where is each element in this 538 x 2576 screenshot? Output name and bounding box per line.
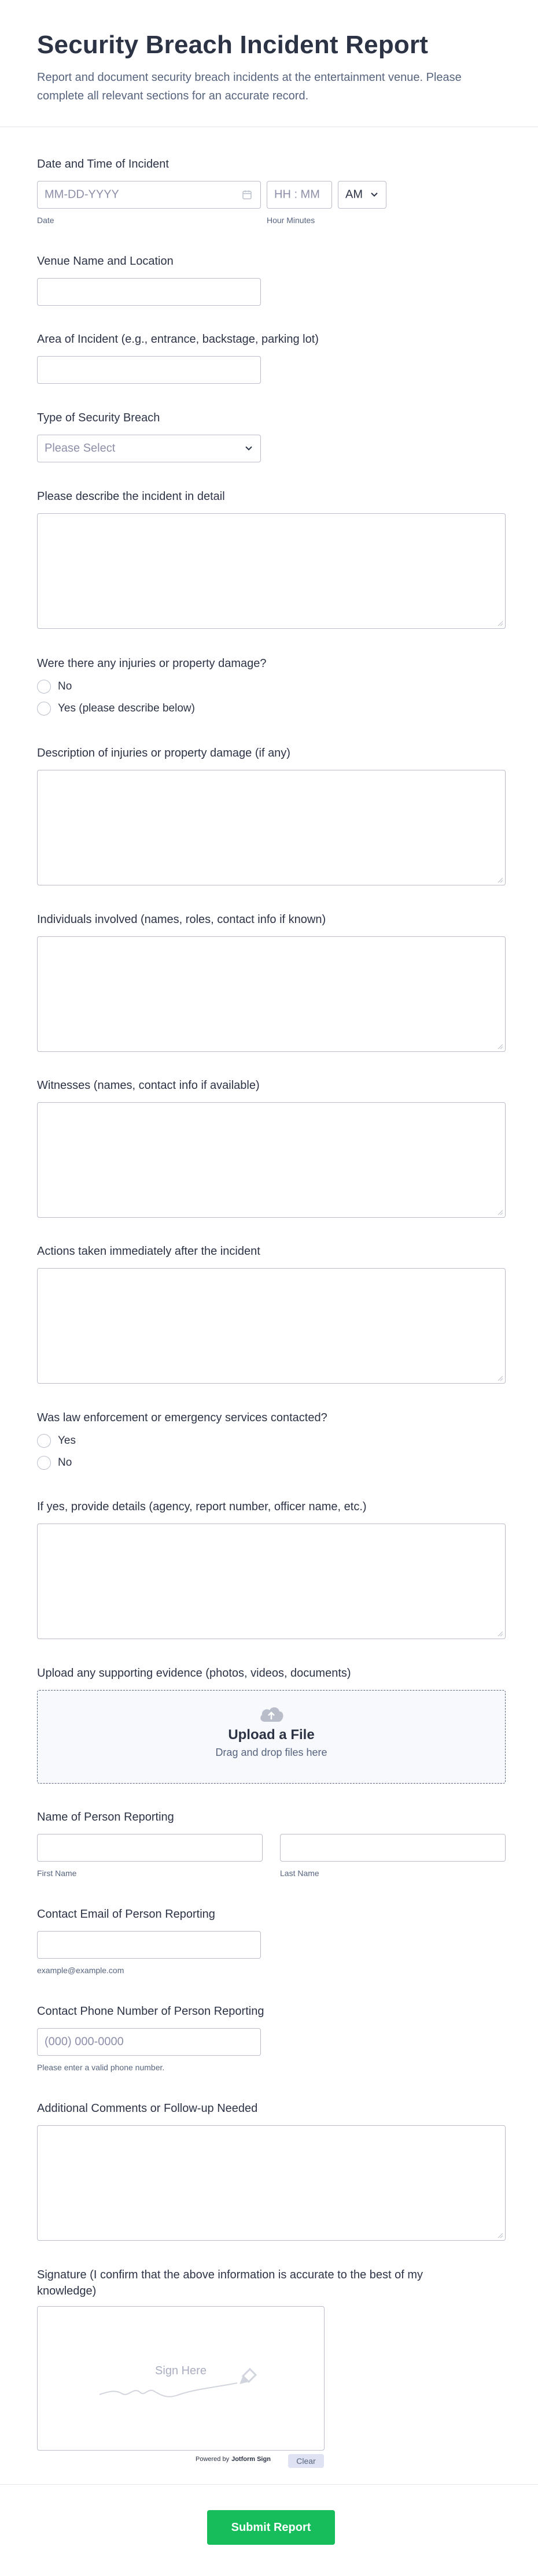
phone-placeholder: (000) 000-0000 (45, 2035, 124, 2048)
resize-handle-icon[interactable] (497, 2232, 503, 2238)
email-sublabel: example@example.com (37, 1966, 124, 1975)
breach-type-section (37, 410, 501, 426)
reporter-section (37, 1809, 501, 1825)
law-details-label: If yes, provide details (agency, report number, officer name, etc.) (37, 1500, 367, 1513)
form-title: Security Breach Incident Report (37, 31, 429, 59)
injuries-option-yes[interactable] (37, 702, 195, 716)
breach-type-select[interactable] (37, 435, 261, 462)
law-label: Was law enforcement or emergency services contacted? (37, 1411, 327, 1424)
upload-title: Upload a File (228, 1727, 315, 1743)
time-placeholder: HH : MM (274, 188, 320, 201)
resize-handle-icon[interactable] (497, 1043, 503, 1049)
last-name-input[interactable] (280, 1834, 506, 1862)
date-sublabel: Date (37, 216, 54, 225)
describe-label: Please describe the incident in detail (37, 490, 225, 503)
radio-button[interactable] (37, 680, 51, 694)
submit-button[interactable]: Submit Report (207, 2510, 335, 2545)
phone-section (37, 2003, 501, 2019)
form-description: Report and document security breach incidents at the entertainment venue. Please complete all relevant sections for an accurate record. (37, 71, 462, 102)
cloud-upload-icon (258, 1704, 285, 1724)
injury-desc-label: Description of injuries or property damage (if any) (37, 747, 290, 759)
resize-handle-icon[interactable] (497, 1375, 503, 1381)
witnesses-textarea[interactable] (37, 1102, 506, 1218)
actions-label: Actions taken immediately after the incident (37, 1245, 260, 1258)
date-input[interactable] (37, 181, 261, 209)
breach-type-placeholder: Please Select (45, 442, 116, 455)
resize-handle-icon[interactable] (497, 1209, 503, 1215)
comments-label: Additional Comments or Follow-up Needed (37, 2102, 258, 2115)
email-section (37, 1906, 501, 1922)
venue-label: Venue Name and Location (37, 255, 174, 268)
reporter-label: Name of Person Reporting (37, 1811, 174, 1823)
sign-here-hint: Sign Here (155, 2364, 207, 2377)
injuries-label: Were there any injuries or property damage? (37, 657, 267, 670)
radio-label: Yes (please describe below) (58, 702, 195, 714)
clear-signature-button[interactable]: Clear (288, 2454, 324, 2468)
injuries-option-no[interactable] (37, 680, 72, 694)
injury-desc-textarea[interactable] (37, 770, 506, 885)
upload-section (37, 1665, 501, 1681)
form-header (0, 0, 538, 127)
signature-pad[interactable] (37, 2306, 325, 2451)
email-input[interactable] (37, 1931, 261, 1959)
jotform-sign-brand: Jotform Sign (231, 2456, 271, 2463)
phone-sublabel: Please enter a valid phone number. (37, 2063, 165, 2072)
comments-section (37, 2100, 501, 2117)
area-section (37, 331, 501, 347)
individuals-textarea[interactable] (37, 936, 506, 1052)
time-sublabel: Hour Minutes (267, 216, 315, 225)
injuries-section (37, 655, 501, 672)
witnesses-section (37, 1077, 501, 1094)
powered-by-text: Powered by (196, 2456, 230, 2463)
venue-section (37, 253, 501, 269)
ampm-select[interactable] (338, 181, 386, 209)
witnesses-label: Witnesses (names, contact info if available) (37, 1079, 260, 1092)
chevron-down-icon (245, 446, 252, 451)
area-label: Area of Incident (e.g., entrance, backstage, parking lot) (37, 333, 319, 346)
ampm-value: AM (345, 188, 363, 201)
resize-handle-icon[interactable] (497, 1630, 503, 1636)
upload-label: Upload any supporting evidence (photos, videos, documents) (37, 1667, 351, 1680)
individuals-section (37, 911, 501, 928)
email-label: Contact Email of Person Reporting (37, 1908, 215, 1921)
resize-handle-icon[interactable] (497, 620, 503, 626)
radio-label: No (58, 680, 72, 692)
date-time-section (37, 156, 501, 172)
radio-button[interactable] (37, 702, 51, 716)
describe-textarea[interactable] (37, 513, 506, 629)
first-name-sublabel: First Name (37, 1869, 77, 1878)
signature-label: Signature (I confirm that the above information is accurate to the best of my knowledge) (37, 2269, 423, 2297)
radio-button[interactable] (37, 1434, 51, 1448)
powered-by (196, 2456, 271, 2463)
signature-section (37, 2267, 477, 2299)
chevron-down-icon (371, 192, 378, 197)
law-section (37, 1410, 501, 1426)
actions-textarea[interactable] (37, 1268, 506, 1384)
actions-section (37, 1243, 501, 1259)
radio-label: No (58, 1456, 72, 1469)
law-details-textarea[interactable] (37, 1524, 506, 1639)
describe-section (37, 488, 501, 505)
first-name-input[interactable] (37, 1834, 263, 1862)
calendar-icon[interactable] (242, 190, 252, 200)
law-option-no[interactable] (37, 1456, 72, 1470)
upload-dropzone[interactable] (37, 1690, 506, 1784)
resize-handle-icon[interactable] (497, 877, 503, 883)
comments-textarea[interactable] (37, 2125, 506, 2241)
date-placeholder: MM-DD-YYYY (45, 188, 119, 201)
radio-button[interactable] (37, 1456, 51, 1470)
law-details-section (37, 1499, 501, 1515)
upload-subtitle: Drag and drop files here (215, 1747, 327, 1758)
time-input[interactable] (267, 181, 332, 209)
phone-label: Contact Phone Number of Person Reporting (37, 2005, 264, 2018)
phone-input[interactable] (37, 2028, 261, 2056)
last-name-sublabel: Last Name (280, 1869, 319, 1878)
area-input[interactable] (37, 356, 261, 384)
injury-desc-section (37, 745, 501, 761)
venue-input[interactable] (37, 278, 261, 306)
breach-type-label: Type of Security Breach (37, 412, 160, 424)
form-footer-divider (0, 2484, 538, 2485)
law-option-yes[interactable] (37, 1434, 76, 1448)
radio-label: Yes (58, 1435, 76, 1447)
date-time-label: Date and Time of Incident (37, 158, 169, 171)
individuals-label: Individuals involved (names, roles, contact info if known) (37, 913, 326, 926)
